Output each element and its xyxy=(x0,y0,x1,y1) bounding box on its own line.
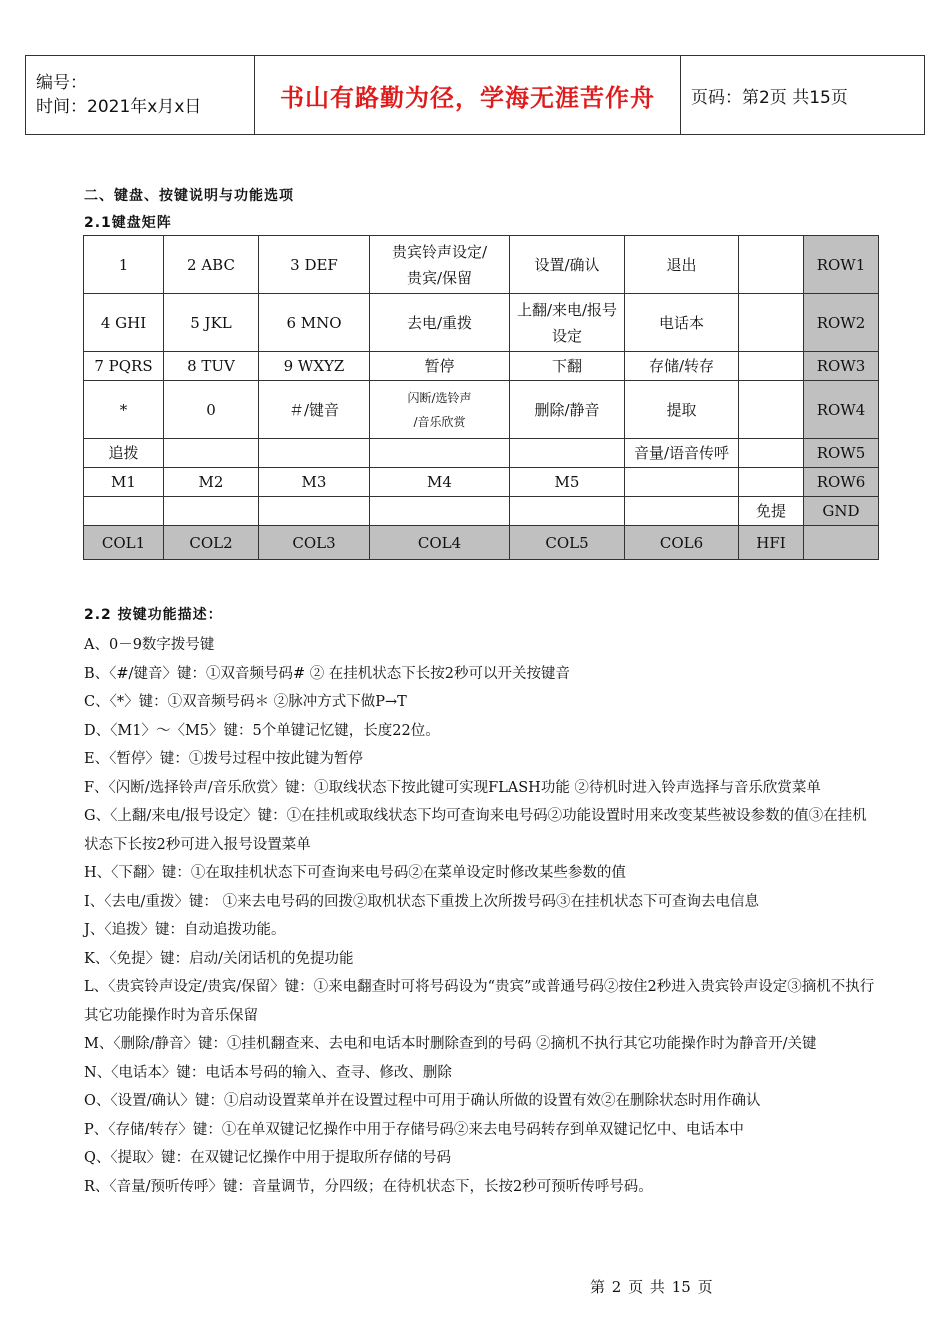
cell-line: 贵宾/保留 xyxy=(406,268,473,287)
list-item: J、〈追拨〉键：自动追拨功能。 xyxy=(84,922,286,938)
table-cell: ＃/键音 xyxy=(259,381,370,439)
section-title: 二、键盘、按键说明与功能选项 xyxy=(84,188,294,204)
time-label: 时间：2021年x月x日 xyxy=(36,97,202,117)
table-cell: 8 TUV xyxy=(164,352,259,381)
list-item: P、〈存储/转存〉键：①在单双键记忆操作中用于存储号码②来去电号码转存到单双键记忆中、电话本中 xyxy=(84,1121,744,1138)
col-label: COL5 xyxy=(510,526,625,560)
row-label: GND xyxy=(804,497,879,526)
col-label: COL6 xyxy=(625,526,739,560)
column-label-row xyxy=(84,526,879,560)
cell-line: 闪断/选铃声 xyxy=(407,390,472,405)
table-row xyxy=(84,381,879,439)
row-label: ROW2 xyxy=(804,294,879,352)
table-cell: M5 xyxy=(510,468,625,497)
table-row xyxy=(84,294,879,352)
table-cell xyxy=(625,497,739,526)
table-cell: 6 MNO xyxy=(259,294,370,352)
table-cell: 音量/语音传呼 xyxy=(625,439,739,468)
list-item: R、〈音量/预听传呼〉键：音量调节，分四级；在待机状态下，长按2秒可预听传呼号码。 xyxy=(84,1178,653,1195)
table-cell: M1 xyxy=(84,468,164,497)
table-cell: 5 JKL xyxy=(164,294,259,352)
list-item: Q、〈提取〉键：在双键记忆操作中用于提取所存储的号码 xyxy=(84,1150,452,1166)
row-label: ROW6 xyxy=(804,468,879,497)
table-cell: 9 WXYZ xyxy=(259,352,370,381)
cell-line: 贵宾铃声设定/ xyxy=(391,242,488,261)
table-cell xyxy=(370,497,510,526)
list-item: G、〈上翻/来电/报号设定〉键：①在挂机或取线状态下均可查询来电号码②功能设置时用来改变某些被设参数的值③在挂机状态下长按2秒可进入报号设置菜单 xyxy=(84,808,867,853)
col-label: COL1 xyxy=(84,526,164,560)
table-cell xyxy=(84,497,164,526)
subsection-desc-title: 2.2 按键功能描述： xyxy=(84,607,223,623)
table-cell xyxy=(164,497,259,526)
table-cell: M3 xyxy=(259,468,370,497)
table-cell xyxy=(739,468,804,497)
table-cell: 电话本 xyxy=(625,294,739,352)
row-label: ROW5 xyxy=(804,439,879,468)
table-cell xyxy=(510,439,625,468)
cell-line: /音乐欣赏 xyxy=(413,414,466,429)
footer-ye: 页 xyxy=(697,1278,713,1296)
page-footer xyxy=(590,1276,715,1297)
list-item: C、〈*〉键：①双音频号码＊ ②脉冲方式下做P→T xyxy=(84,694,407,710)
table-row xyxy=(84,352,879,381)
col-label: COL3 xyxy=(259,526,370,560)
col-label: HFI xyxy=(739,526,804,560)
table-cell xyxy=(739,294,804,352)
list-item: E、〈暂停〉键：①拨号过程中按此键为暂停 xyxy=(84,751,363,767)
list-item: D、〈M1〉～〈M5〉键：5个单键记忆键，长度22位。 xyxy=(84,722,440,739)
list-item: M、〈删除/静音〉键：①挂机翻查来、去电和电话本时删除查到的号码 ②摘机不执行其它功能操作时为静音开/关键 xyxy=(84,1036,817,1052)
keypad-matrix-table xyxy=(83,235,879,560)
table-row xyxy=(84,497,879,526)
table-cell xyxy=(739,352,804,381)
cell-line: 上翻/来电/报号 xyxy=(516,300,618,319)
table-cell: 下翻 xyxy=(510,352,625,381)
table-cell: M4 xyxy=(370,468,510,497)
page-label: 页码：第2页 共15页 xyxy=(681,56,925,135)
list-item: B、〈#/键音〉键：①双音频号码# ② 在挂机状态下长按2秒可以开关按键音 xyxy=(84,665,571,682)
table-cell: 删除/静音 xyxy=(510,381,625,439)
table-cell xyxy=(370,381,510,439)
row-label: ROW3 xyxy=(804,352,879,381)
table-cell: M2 xyxy=(164,468,259,497)
table-cell xyxy=(510,497,625,526)
header-info xyxy=(26,56,255,135)
table-cell xyxy=(739,381,804,439)
footer-di: 第 xyxy=(590,1278,606,1296)
table-cell: 存储/转存 xyxy=(625,352,739,381)
page-header xyxy=(25,55,925,135)
list-item: N、〈电话本〉键：电话本号码的输入、查寻、修改、删除 xyxy=(84,1064,452,1081)
list-item: I、〈去电/重拨〉键： ①来去电号码的回拨②取机状态下重拨上次所拨号码③在挂机状态下可查询去电信息 xyxy=(84,893,759,910)
table-cell xyxy=(370,439,510,468)
table-cell: 暂停 xyxy=(370,352,510,381)
cell-line: 设定 xyxy=(551,326,582,345)
table-cell: 设置/确认 xyxy=(510,236,625,294)
subsection-matrix-title: 2.1键盘矩阵 xyxy=(84,215,172,231)
footer-page-number: 2 xyxy=(611,1278,622,1296)
table-cell xyxy=(739,236,804,294)
table-cell xyxy=(259,439,370,468)
table-cell: 2 ABC xyxy=(164,236,259,294)
table-cell xyxy=(510,294,625,352)
table-cell xyxy=(259,497,370,526)
col-label: COL4 xyxy=(370,526,510,560)
list-item: A、0－9数字拨号键 xyxy=(84,637,215,653)
row-label: ROW4 xyxy=(804,381,879,439)
key-function-list xyxy=(84,631,876,1201)
list-item: K、〈免提〉键：启动/关闭话机的免提功能 xyxy=(84,950,354,967)
footer-gong: 共 xyxy=(649,1278,665,1296)
table-cell: 去电/重拨 xyxy=(370,294,510,352)
table-cell xyxy=(739,439,804,468)
table-cell: 提取 xyxy=(625,381,739,439)
table-cell: 1 xyxy=(84,236,164,294)
table-cell: 3 DEF xyxy=(259,236,370,294)
list-item: H、〈下翻〉键：①在取挂机状态下可查询来电号码②在菜单设定时修改某些参数的值 xyxy=(84,865,626,881)
table-cell xyxy=(164,439,259,468)
table-cell: 4 GHI xyxy=(84,294,164,352)
col-label: COL2 xyxy=(164,526,259,560)
row-label: ROW1 xyxy=(804,236,879,294)
footer-total-pages: 15 xyxy=(671,1278,691,1296)
table-row xyxy=(84,236,879,294)
table-cell xyxy=(370,236,510,294)
table-cell: 免提 xyxy=(739,497,804,526)
table-cell xyxy=(625,468,739,497)
number-label: 编号： xyxy=(36,73,87,93)
table-cell: 0 xyxy=(164,381,259,439)
table-row xyxy=(84,468,879,497)
footer-ye: 页 xyxy=(628,1278,644,1296)
table-cell: 追拨 xyxy=(84,439,164,468)
list-item: O、〈设置/确认〉键：①启动设置菜单并在设置过程中可用于确认所做的设置有效②在删除状态时用作确认 xyxy=(84,1093,761,1109)
table-cell: * xyxy=(84,381,164,439)
table-cell: 7 PQRS xyxy=(84,352,164,381)
table-cell: 退出 xyxy=(625,236,739,294)
motto: 书山有路勤为径，学海无涯苦作舟 xyxy=(255,56,681,135)
list-item: F、〈闪断/选择铃声/音乐欣赏〉键：①取线状态下按此键可实现FLASH功能 ②待机时进入铃声选择与音乐欣赏菜单 xyxy=(84,779,821,796)
col-label xyxy=(804,526,879,560)
list-item: L、〈贵宾铃声设定/贵宾/保留〉键：①来电翻查时可将号码设为“贵宾”或普通号码②按住2秒进入贵宾铃声设定③摘机不执行其它功能操作时为音乐保留 xyxy=(84,979,875,1024)
table-row xyxy=(84,439,879,468)
